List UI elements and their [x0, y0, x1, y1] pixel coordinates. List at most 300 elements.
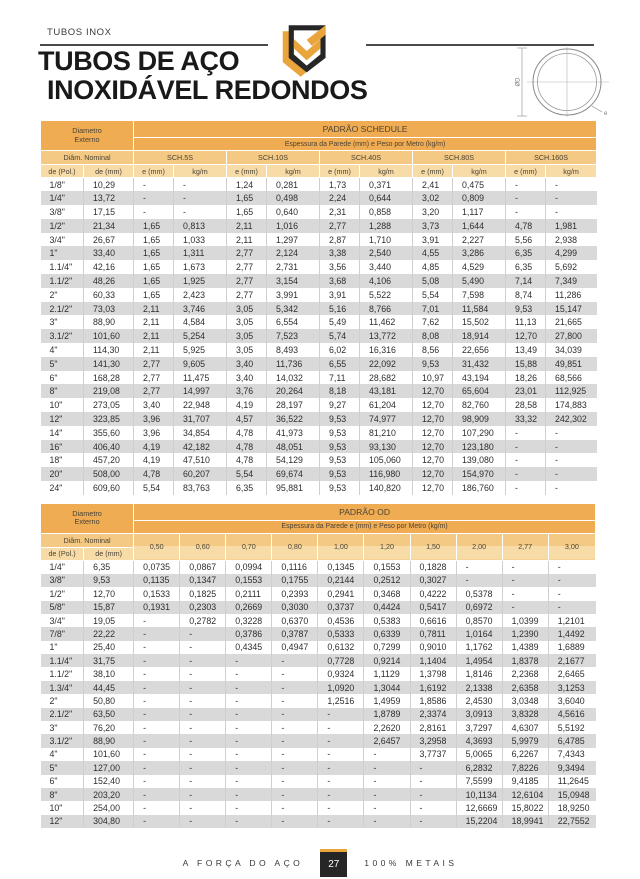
table-cell: 12,6104: [502, 788, 548, 801]
table-cell: 1/4": [49, 562, 65, 573]
table-cell: -: [318, 775, 364, 788]
table-row: [41, 708, 596, 721]
table-cell: -: [272, 667, 318, 680]
table-cell: 8,74: [506, 288, 546, 302]
table-cell: 0,0994: [226, 560, 272, 573]
table-cell: 3,40: [227, 357, 267, 371]
table-cell: -: [546, 426, 597, 440]
table-row: [41, 481, 597, 495]
table-cell: 8,08: [413, 329, 453, 343]
table-title: PADRÃO SCHEDULE: [134, 121, 597, 138]
nominal-diameter-header: Diâm. Nominal: [41, 533, 134, 547]
table-cell: 1,117: [453, 205, 506, 219]
table-cell: 2,1338: [456, 681, 502, 694]
table-cell: 4,78: [134, 467, 174, 481]
table-cell: 5": [49, 762, 58, 773]
table-cell: 7,8226: [502, 761, 548, 774]
table-cell: -: [180, 721, 226, 734]
table-cell: 5,49: [320, 315, 360, 329]
table-cell: 18,26: [506, 371, 546, 385]
table-cell: 15,87: [84, 601, 134, 614]
table-cell: 34,854: [174, 426, 227, 440]
table-cell: 0,5378: [456, 587, 502, 600]
table-cell: 1": [49, 248, 58, 259]
table-cell: 4,299: [546, 246, 597, 260]
table-cell: 2,31: [320, 205, 360, 219]
table-cell: 107,290: [453, 426, 506, 440]
table-cell: -: [364, 775, 410, 788]
table-cell: 2.1/2": [49, 303, 73, 314]
table-cell: 3/4": [49, 615, 65, 626]
table-cell: -: [134, 694, 180, 707]
table-cell: 3.1/2": [49, 736, 73, 747]
table-cell: -: [272, 788, 318, 801]
table-cell: -: [180, 815, 226, 828]
table-cell: 116,980: [360, 467, 413, 481]
table-cell: 2,11: [227, 233, 267, 247]
table-cell: 9,3494: [548, 761, 595, 774]
table-cell: -: [410, 815, 456, 828]
table-cell: 13,72: [84, 191, 134, 205]
table-cell: 139,080: [453, 453, 506, 467]
table-cell: 27,800: [546, 329, 597, 343]
table-cell: 152,40: [84, 775, 134, 788]
table-cell: -: [410, 761, 456, 774]
table-cell: 3,05: [227, 302, 267, 316]
table-cell: 1,2101: [548, 614, 595, 627]
table-cell: 22,092: [360, 357, 413, 371]
page-number: 27: [328, 859, 340, 871]
section-eyebrow: TUBOS INOX: [47, 27, 112, 38]
table-row: [41, 681, 596, 694]
table-cell: 0,640: [267, 205, 320, 219]
table-cell: 1,0920: [318, 681, 364, 694]
table-cell: 11,584: [453, 302, 506, 316]
table-cell: 2,6457: [364, 734, 410, 747]
table-cell: -: [226, 734, 272, 747]
table-cell: 141,30: [84, 357, 134, 371]
table-cell: 2": [49, 289, 58, 300]
table-cell: -: [174, 178, 227, 192]
table-cell: 12,70: [413, 453, 453, 467]
thickness-col-header: 1,00: [318, 533, 364, 560]
col-header-e-mm: e (mm): [320, 165, 360, 178]
table-subtitle: Espessura da Parede (mm) e Peso por Metro (kg/m): [134, 138, 597, 151]
table-cell: 31,75: [84, 654, 134, 667]
table-cell: 2,77: [134, 384, 174, 398]
table-cell: 1/4": [49, 193, 65, 204]
table-cell: 154,970: [453, 467, 506, 481]
table-cell: 0,1931: [134, 601, 180, 614]
table-cell: 3.1/2": [49, 331, 73, 342]
table-cell: 1,65: [227, 191, 267, 205]
table-cell: 0,5383: [364, 614, 410, 627]
table-cell: -: [134, 721, 180, 734]
table-cell: -: [456, 560, 502, 573]
table-cell: 0,1345: [318, 560, 364, 573]
thickness-col-header: 0,80: [272, 533, 318, 560]
table-cell: 4": [49, 749, 58, 760]
table-cell: 8": [49, 386, 58, 397]
table-cell: -: [180, 654, 226, 667]
table-cell: 5,54: [134, 481, 174, 495]
table-cell: 6,35: [506, 246, 546, 260]
page-header: [0, 0, 640, 120]
table-cell: 0,809: [453, 191, 506, 205]
table-cell: 3,20: [413, 205, 453, 219]
table-cell: 304,80: [84, 815, 134, 828]
table-cell: -: [506, 481, 546, 495]
table-cell: 1,016: [267, 219, 320, 233]
table-cell: -: [410, 788, 456, 801]
table-cell: 1,65: [134, 288, 174, 302]
table-cell: 273,05: [84, 398, 134, 412]
table-cell: 3,7737: [410, 748, 456, 761]
table-cell: 68,566: [546, 371, 597, 385]
table-cell: 1.1/4": [49, 262, 73, 273]
thickness-col-header: 0,60: [180, 533, 226, 560]
table-cell: 13,49: [506, 343, 546, 357]
table-row: [41, 734, 596, 747]
table-cell: 22,656: [453, 343, 506, 357]
table-cell: -: [506, 205, 546, 219]
table-row: [41, 560, 596, 573]
table-cell: -: [506, 178, 546, 192]
table-cell: 0,371: [360, 178, 413, 192]
table-cell: -: [272, 815, 318, 828]
table-cell: 8,493: [267, 343, 320, 357]
table-cell: 0,498: [267, 191, 320, 205]
table-cell: 0,2669: [226, 601, 272, 614]
table-cell: 1,710: [360, 233, 413, 247]
table-cell: 5,522: [360, 288, 413, 302]
table-cell: 2.1/2": [49, 709, 73, 720]
table-cell: 0,4345: [226, 641, 272, 654]
footer-slogan-right: 100% METAIS: [364, 858, 458, 869]
table-cell: 10,1134: [456, 788, 502, 801]
table-cell: -: [134, 748, 180, 761]
table-cell: 1,8789: [364, 708, 410, 721]
table-cell: 1.3/4": [49, 682, 73, 693]
table-cell: 1,65: [134, 260, 174, 274]
table-cell: -: [546, 440, 597, 454]
table-cell: 6,35: [227, 481, 267, 495]
page-number-badge: [320, 849, 347, 877]
table-cell: -: [318, 748, 364, 761]
table-row: [41, 260, 597, 274]
page-title: [38, 47, 367, 104]
table-row: [41, 694, 596, 707]
table-cell: 61,204: [360, 398, 413, 412]
table-row: [41, 178, 597, 192]
table-cell: -: [226, 801, 272, 814]
table-cell: -: [226, 788, 272, 801]
table-cell: 2,6358: [502, 681, 548, 694]
table-cell: 5,74: [320, 329, 360, 343]
table-cell: 6": [49, 372, 58, 383]
table-cell: -: [272, 748, 318, 761]
table-cell: 5,54: [227, 467, 267, 481]
table-cell: -: [226, 694, 272, 707]
table-cell: 2,11: [134, 315, 174, 329]
table-cell: 0,3787: [272, 627, 318, 640]
table-cell: 5,342: [267, 302, 320, 316]
table-cell: 1,4389: [502, 641, 548, 654]
table-cell: 0,4222: [410, 587, 456, 600]
table-cell: 5,925: [174, 343, 227, 357]
table-cell: 5/8": [49, 602, 65, 613]
table-cell: 4,6307: [502, 721, 548, 734]
col-header-kg-m: kg/m: [546, 165, 597, 178]
table-cell: 254,00: [84, 801, 134, 814]
table-cell: 1,2390: [502, 627, 548, 640]
table-cell: 9,605: [174, 357, 227, 371]
table-cell: 3,38: [320, 246, 360, 260]
table-row: [41, 641, 596, 654]
table-cell: 2,11: [227, 219, 267, 233]
table-cell: 1,4492: [548, 627, 595, 640]
table-cell: 2,87: [320, 233, 360, 247]
table-row: [41, 246, 597, 260]
table-cell: -: [180, 708, 226, 721]
table-cell: 10": [49, 400, 63, 411]
table-cell: -: [174, 191, 227, 205]
table-cell: -: [134, 734, 180, 747]
table-cell: -: [226, 708, 272, 721]
table-cell: -: [134, 761, 180, 774]
table-cell: 0,9214: [364, 654, 410, 667]
table-cell: 1,3798: [410, 667, 456, 680]
table-row: [41, 788, 596, 801]
table-cell: -: [502, 574, 548, 587]
table-cell: 1,65: [134, 246, 174, 260]
table-cell: 2,8161: [410, 721, 456, 734]
table-cell: 3,6040: [548, 694, 595, 707]
table-cell: 3/8": [49, 575, 65, 586]
table-cell: 31,707: [174, 412, 227, 426]
table-cell: 9,53: [320, 481, 360, 495]
corner-header: Diametro Externo: [41, 503, 134, 533]
table-row: [41, 329, 597, 343]
table-cell: -: [506, 440, 546, 454]
table-cell: 3,96: [134, 412, 174, 426]
table-cell: 7,349: [546, 274, 597, 288]
table-cell: 3,1253: [548, 681, 595, 694]
table-cell: 3,0913: [456, 708, 502, 721]
table-cell: -: [272, 761, 318, 774]
table-cell: -: [134, 205, 174, 219]
table-cell: 3": [49, 722, 58, 733]
table-cell: 1,4959: [364, 694, 410, 707]
table-cell: 0,2303: [180, 601, 226, 614]
table-cell: -: [180, 641, 226, 654]
table-cell: 47,510: [174, 453, 227, 467]
table-cell: -: [318, 801, 364, 814]
table-cell: 1.1/2": [49, 275, 73, 286]
table-row: [41, 219, 597, 233]
table-cell: 1,0164: [456, 627, 502, 640]
table-cell: 15,2204: [456, 815, 502, 828]
table-cell: 0,1553: [364, 560, 410, 573]
table-cell: -: [546, 481, 597, 495]
table-cell: 1,0399: [502, 614, 548, 627]
table-cell: 16,316: [360, 343, 413, 357]
table-cell: 2,11: [134, 329, 174, 343]
table-cell: 0,2941: [318, 587, 364, 600]
table-cell: 28,58: [506, 398, 546, 412]
table-cell: -: [318, 708, 364, 721]
table-cell: -: [134, 627, 180, 640]
table-cell: -: [272, 775, 318, 788]
table-cell: -: [134, 681, 180, 694]
thickness-col-header: 2,77: [502, 533, 548, 560]
table-cell: 50,80: [84, 694, 134, 707]
table-cell: 1,1129: [364, 667, 410, 680]
table-cell: -: [226, 761, 272, 774]
table-row: [41, 205, 597, 219]
table-cell: 2,540: [360, 246, 413, 260]
table-cell: 8": [49, 789, 58, 800]
table-row: [41, 815, 596, 828]
table-cell: 43,194: [453, 371, 506, 385]
table-row: [41, 601, 596, 614]
table-cell: 15,147: [546, 302, 597, 316]
table-cell: 0,3468: [364, 587, 410, 600]
table-cell: 73,03: [84, 302, 134, 316]
table-row: [41, 315, 597, 329]
table-cell: 4": [49, 344, 58, 355]
table-cell: 114,30: [84, 343, 134, 357]
table-cell: 203,20: [84, 788, 134, 801]
table-cell: 0,2111: [226, 587, 272, 600]
table-cell: 12,70: [506, 329, 546, 343]
table-cell: 2,124: [267, 246, 320, 260]
table-cell: -: [134, 801, 180, 814]
table-cell: 2,24: [320, 191, 360, 205]
table-cell: -: [546, 453, 597, 467]
table-cell: 2,423: [174, 288, 227, 302]
table-cell: 0,5417: [410, 601, 456, 614]
table-cell: -: [134, 788, 180, 801]
table-cell: 0,2782: [180, 614, 226, 627]
table-cell: 9,53: [320, 453, 360, 467]
table-cell: 0,4424: [364, 601, 410, 614]
table-cell: 2,2620: [364, 721, 410, 734]
footer-slogan-left: A FORÇA DO AÇO: [182, 858, 304, 869]
table-cell: 12": [49, 816, 63, 827]
table-cell: 18": [49, 455, 63, 466]
table-cell: 5,490: [453, 274, 506, 288]
table-cell: -: [180, 801, 226, 814]
table-cell: 4,55: [413, 246, 453, 260]
table-cell: 4,19: [227, 398, 267, 412]
table-cell: 6,02: [320, 343, 360, 357]
table-cell: 219,08: [84, 384, 134, 398]
table-cell: 6,2267: [502, 748, 548, 761]
table-cell: 140,820: [360, 481, 413, 495]
table-cell: -: [506, 453, 546, 467]
table-cell: 609,60: [84, 481, 134, 495]
table-cell: 2,77: [227, 260, 267, 274]
table-cell: -: [272, 708, 318, 721]
table-cell: 3,91: [320, 288, 360, 302]
table-cell: 48,051: [267, 440, 320, 454]
table-cell: -: [226, 681, 272, 694]
table-cell: 9,53: [320, 412, 360, 426]
table-cell: -: [134, 667, 180, 680]
table-cell: 7,14: [506, 274, 546, 288]
table-cell: 21,34: [84, 219, 134, 233]
table-cell: -: [506, 426, 546, 440]
table-cell: 1,288: [360, 219, 413, 233]
table-cell: 123,180: [453, 440, 506, 454]
table-cell: 5": [49, 358, 58, 369]
table-row: [41, 426, 597, 440]
table-cell: 0,6132: [318, 641, 364, 654]
table-cell: 41,973: [267, 426, 320, 440]
table-cell: -: [134, 641, 180, 654]
table-cell: 12": [49, 413, 63, 424]
table-cell: 3/8": [49, 206, 65, 217]
table-cell: 174,883: [546, 398, 597, 412]
group-header-sch10s: SCH.10S: [227, 151, 320, 165]
table-cell: 28,682: [360, 371, 413, 385]
table-cell: 3,286: [453, 246, 506, 260]
table-cell: 0,281: [267, 178, 320, 192]
table-cell: 15,502: [453, 315, 506, 329]
table-cell: 1,644: [453, 219, 506, 233]
col-header-e-mm: e (mm): [506, 165, 546, 178]
table-cell: 1,73: [320, 178, 360, 192]
table-cell: 4,78: [227, 453, 267, 467]
col-header-mm: de (mm): [84, 165, 134, 178]
col-header-inches: de (Pol.): [41, 165, 84, 178]
table-cell: -: [546, 205, 597, 219]
table-row: [41, 467, 597, 481]
thickness-col-header: 0,70: [226, 533, 272, 560]
table-cell: 1,033: [174, 233, 227, 247]
table-cell: 11,736: [267, 357, 320, 371]
table-cell: 4,78: [506, 219, 546, 233]
table-cell: 9,53: [320, 440, 360, 454]
table-cell: -: [318, 734, 364, 747]
page-title-line1: TUBOS DE AÇO: [38, 46, 240, 76]
table-row: [41, 801, 596, 814]
table-cell: 323,85: [84, 412, 134, 426]
table-row: [41, 384, 597, 398]
thickness-col-header: 3,00: [548, 533, 595, 560]
table-cell: -: [546, 191, 597, 205]
table-subtitle: Espessura da Parede e (mm) e Peso por Metro (kg/m): [134, 520, 596, 533]
table-row: [41, 343, 597, 357]
table-cell: 33,32: [506, 412, 546, 426]
table-cell: 0,1553: [226, 574, 272, 587]
od-table: [40, 503, 596, 828]
table-cell: 42,182: [174, 440, 227, 454]
table-cell: 105,060: [360, 453, 413, 467]
table-cell: 95,881: [267, 481, 320, 495]
table-cell: -: [548, 560, 595, 573]
table-cell: 0,3737: [318, 601, 364, 614]
table-cell: 3,991: [267, 288, 320, 302]
table-cell: 9,53: [413, 357, 453, 371]
table-cell: 42,16: [84, 260, 134, 274]
table-cell: 2,731: [267, 260, 320, 274]
table-cell: -: [364, 801, 410, 814]
nominal-diameter-header: Diâm. Nominal: [41, 151, 134, 165]
table-cell: 20,264: [267, 384, 320, 398]
table-cell: 0,3228: [226, 614, 272, 627]
